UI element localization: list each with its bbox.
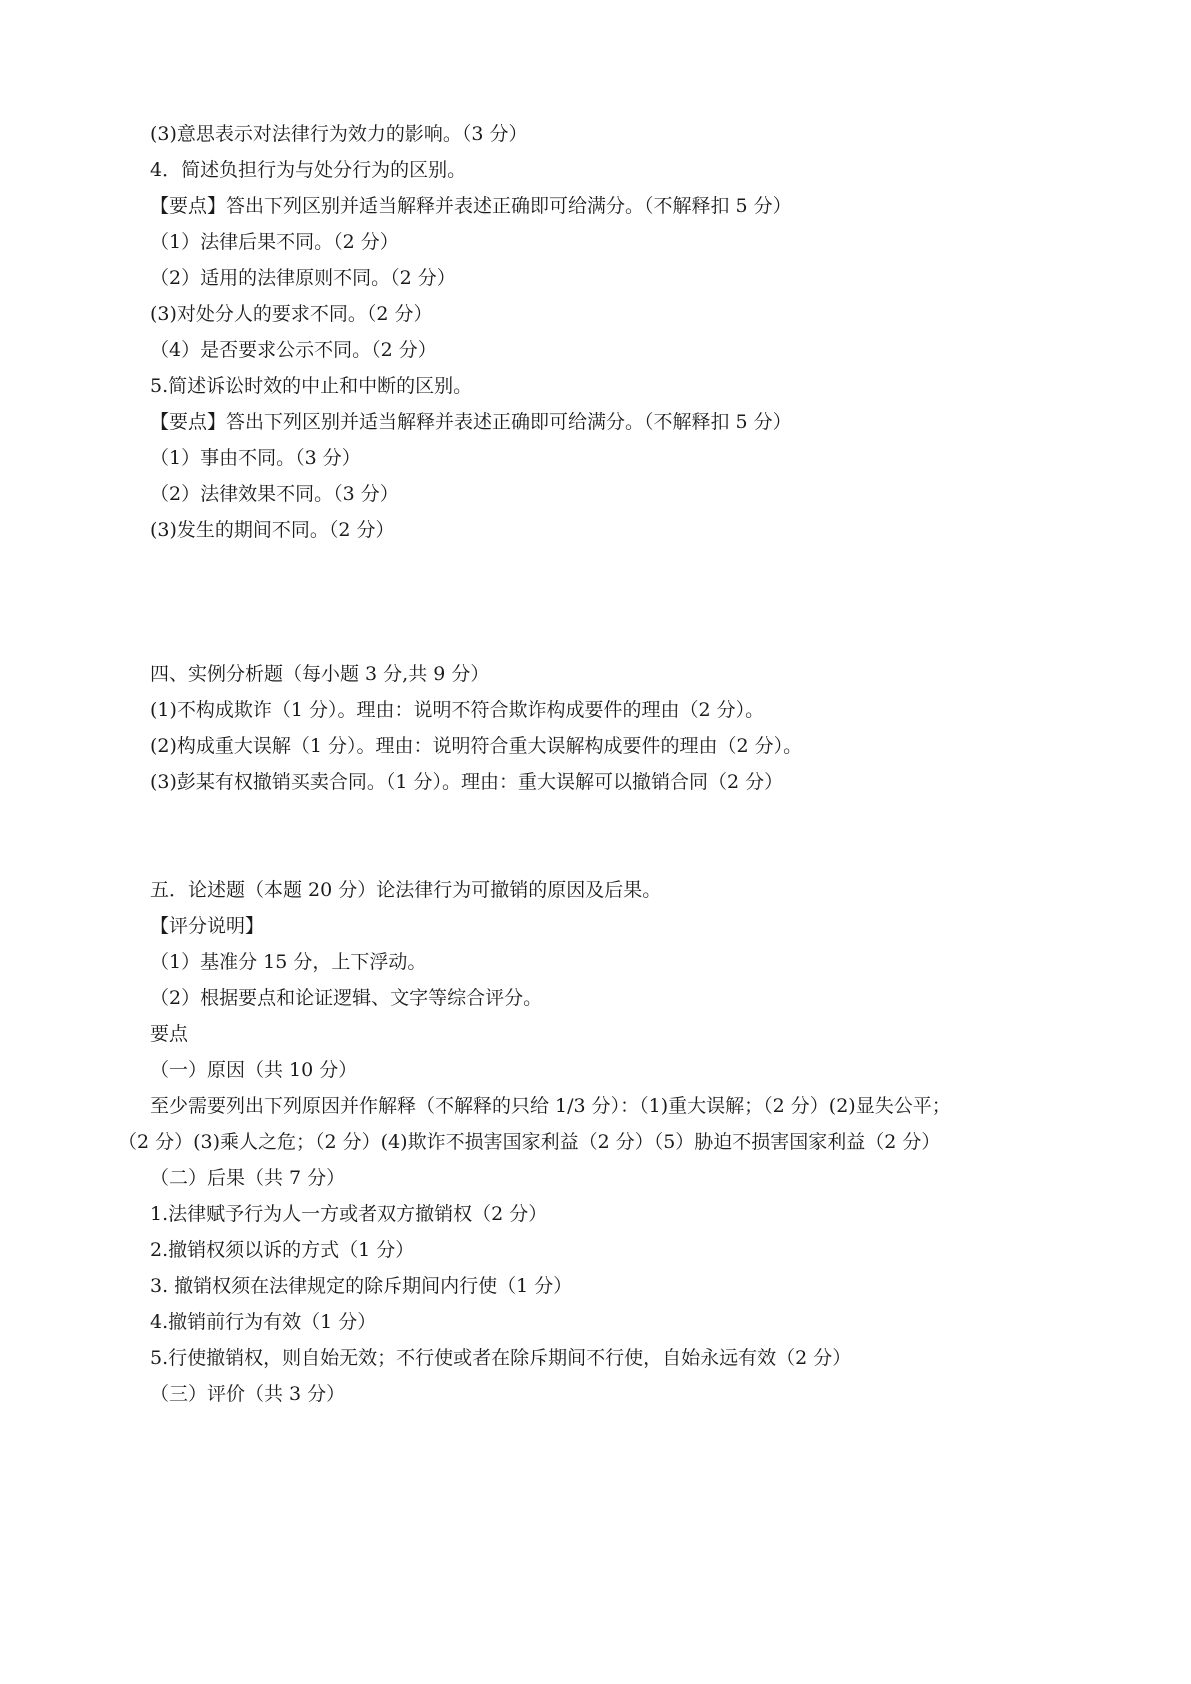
- text-line: （二）后果（共 7 分）: [150, 1167, 346, 1189]
- text-line: （1）基准分 15 分，上下浮动。: [150, 951, 427, 973]
- text-line: (3)彭某有权撤销买卖合同。（1 分）。理由：重大误解可以撤销合同（2 分）: [150, 771, 784, 793]
- text-line: 1.法律赋予行为人一方或者双方撤销权（2 分）: [150, 1203, 548, 1225]
- text-line: (3)发生的期间不同。（2 分）: [150, 519, 395, 541]
- section-heading: 五．论述题（本题 20 分）论法律行为可撤销的原因及后果。: [150, 879, 662, 901]
- text-line: 要点: [150, 1023, 189, 1045]
- text-line: 至少需要列出下列原因并作解释（不解释的只给 1/3 分）：（1)重大误解；（2 分）(2)显失公平；: [150, 1095, 951, 1117]
- text-line: (2)构成重大误解（1 分）。理由：说明符合重大误解构成要件的理由（2 分）。: [150, 735, 803, 757]
- text-line: 2.撤销权须以诉的方式（1 分）: [150, 1239, 415, 1261]
- key-points-note: 【要点】答出下列区别并适当解释并表述正确即可给满分。（不解释扣 5 分）: [150, 411, 792, 433]
- text-line: 4.撤销前行为有效（1 分）: [150, 1311, 377, 1333]
- text-line: （2）适用的法律原则不同。（2 分）: [150, 267, 456, 289]
- text-line: （1）事由不同。（3 分）: [150, 447, 361, 469]
- key-points-note: 【要点】答出下列区别并适当解释并表述正确即可给满分。（不解释扣 5 分）: [150, 195, 792, 217]
- question-heading: 5.简述诉讼时效的中止和中断的区别。: [150, 375, 473, 397]
- text-line: （2）根据要点和论证逻辑、文字等综合评分。: [150, 987, 543, 1009]
- text-line: （一）原因（共 10 分）: [150, 1059, 358, 1081]
- text-line: （三）评价（共 3 分）: [150, 1383, 346, 1405]
- text-line: （4）是否要求公示不同。（2 分）: [150, 339, 437, 361]
- text-line: 【评分说明】: [150, 915, 265, 937]
- section-heading: 四、实例分析题（每小题 3 分,共 9 分）: [150, 663, 490, 685]
- text-line: （2）法律效果不同。（3 分）: [150, 483, 399, 505]
- text-line: (1)不构成欺诈（1 分）。理由：说明不符合欺诈构成要件的理由（2 分）。: [150, 699, 765, 721]
- text-line: (3)对处分人的要求不同。（2 分）: [150, 303, 433, 325]
- text-line: 5.行使撤销权，则自始无效；不行使或者在除斥期间不行使，自始永远有效（2 分）: [150, 1347, 852, 1369]
- text-line: （2 分）(3)乘人之危；（2 分）(4)欺诈不损害国家利益（2 分）（5）胁迫不损害国家利益（2 分）: [118, 1131, 941, 1153]
- text-line: (3)意思表示对法律行为效力的影响。（3 分）: [150, 123, 528, 145]
- text-line: 3. 撤销权须在法律规定的除斥期间内行使（1 分）: [150, 1275, 573, 1297]
- question-heading: 4．简述负担行为与处分行为的区别。: [150, 159, 467, 181]
- text-line: （1）法律后果不同。（2 分）: [150, 231, 399, 253]
